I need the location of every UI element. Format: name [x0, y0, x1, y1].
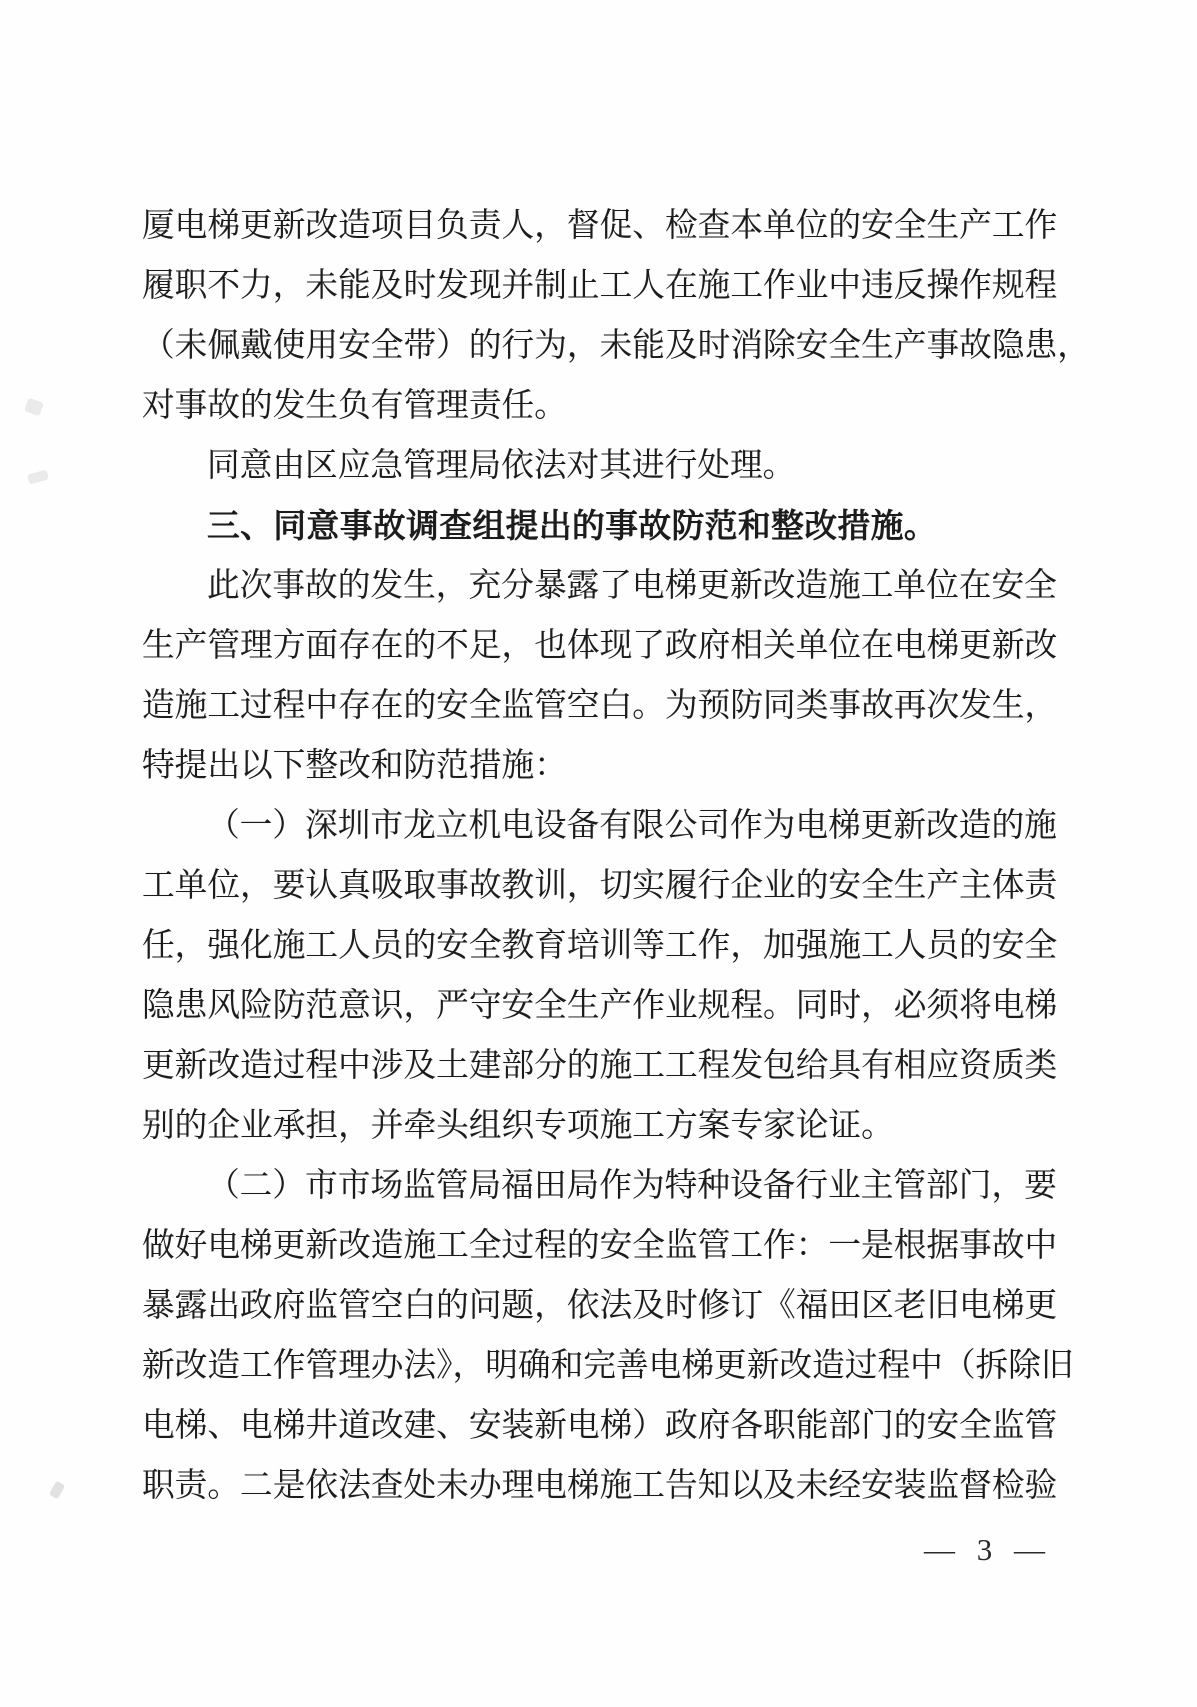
body-line: 履职不力，未能及时发现并制止工人在施工作业中违反操作规程	[142, 268, 1058, 304]
body-line: 更新改造过程中涉及土建部分的施工工程发包给具有相应资质类	[142, 1048, 1058, 1084]
body-line: 生产管理方面存在的不足，也体现了政府相关单位在电梯更新改	[142, 628, 1058, 664]
body-line: （一）深圳市龙立机电设备有限公司作为电梯更新改造的施	[207, 808, 1057, 844]
body-line: 隐患风险防范意识，严守安全生产作业规程。同时，必须将电梯	[142, 988, 1058, 1024]
body-line: 此次事故的发生，充分暴露了电梯更新改造施工单位在安全	[207, 568, 1057, 604]
body-line: 工单位，要认真吸取事故教训，切实履行企业的安全生产主体责	[142, 868, 1058, 904]
body-line: 特提出以下整改和防范措施：	[142, 748, 567, 784]
scan-artifact	[27, 470, 49, 485]
body-line: 职责。二是依法查处未办理电梯施工告知以及未经安装监督检验	[142, 1468, 1058, 1504]
body-line: 厦电梯更新改造项目负责人，督促、检查本单位的安全生产工作	[142, 208, 1058, 244]
body-line: 新改造工作管理办法》，明确和完善电梯更新改造过程中（拆除旧	[142, 1348, 1074, 1384]
body-line: （二）市市场监管局福田局作为特种设备行业主管部门，要	[207, 1168, 1057, 1204]
body-line: 做好电梯更新改造施工全过程的安全监管工作：一是根据事故中	[142, 1228, 1058, 1264]
body-line: 造施工过程中存在的安全监管空白。为预防同类事故再次发生，	[142, 688, 1058, 724]
body-line: 暴露出政府监管空白的问题，依法及时修订《福田区老旧电梯更	[142, 1288, 1058, 1324]
body-line: （未佩戴使用安全带）的行为，未能及时消除安全生产事故隐患，	[142, 328, 1090, 364]
body-line: 别的企业承担，并牵头组织专项施工方案专家论证。	[142, 1108, 894, 1144]
document-body	[142, 196, 1090, 1516]
body-line: 同意由区应急管理局依法对其进行处理。	[207, 448, 796, 484]
scan-artifact	[24, 398, 44, 417]
section-heading: 三、同意事故调查组提出的事故防范和整改措施。	[207, 507, 938, 544]
page-number: — 3 —	[924, 1532, 1052, 1567]
body-line: 任，强化施工人员的安全教育培训等工作，加强施工人员的安全	[142, 928, 1058, 964]
body-line: 电梯、电梯井道改建、安装新电梯）政府各职能部门的安全监管	[142, 1408, 1058, 1444]
body-line: 对事故的发生负有管理责任。	[142, 388, 567, 424]
scan-artifact	[49, 1481, 66, 1500]
